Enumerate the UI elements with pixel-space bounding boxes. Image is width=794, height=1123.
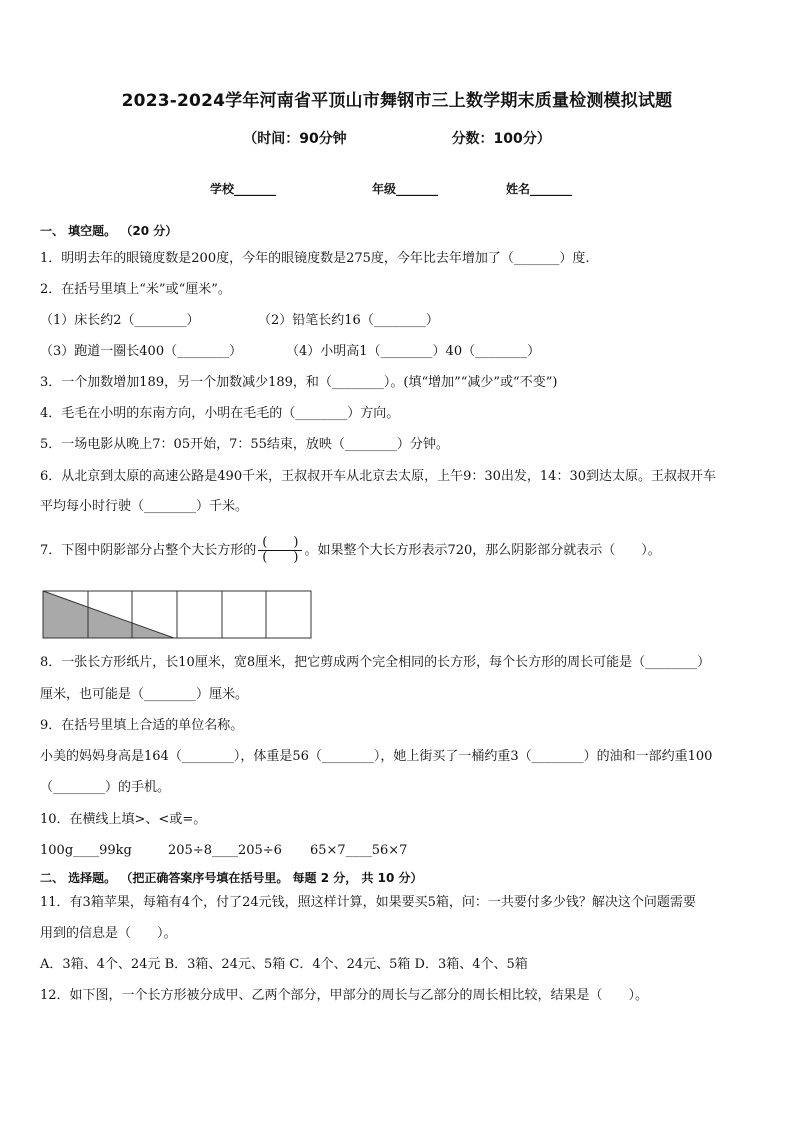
question-10: 10．在横线上填>、<或=。: [40, 812, 207, 827]
fraction-denominator: ( ): [262, 550, 299, 565]
question-10-b: 205÷8____205÷6: [168, 843, 282, 858]
question-3: 3．一个加数增加189，另一个加数减少189，和（________）。(填“增加”“减少”或“不变”): [40, 375, 558, 390]
question-6: 6．从北京到太原的高速公路是490千米，王叔叔开车从北京去太原，上午9：30出发，14：30到达太原。王叔叔开车: [40, 469, 716, 484]
question-7-end: 。如果整个大长方形表示720，那么阴影部分就表示（ ）。: [304, 543, 661, 558]
exam-time: （时间：90分钟: [243, 131, 347, 147]
grade-field: 年级_______: [372, 182, 439, 196]
question-7: [40, 536, 661, 565]
question-11-cont: 用到的信息是（ ）。: [40, 926, 177, 941]
question-8-cont: 厘米，也可能是（________）厘米。: [40, 687, 249, 702]
question-12: 12．如下图，一个长方形被分成甲、乙两个部分，甲部分的周长与乙部分的周长相比较，结果是（ ）。: [40, 988, 649, 1003]
section-heading-fill: 一、 填空题。 （20 分）: [40, 224, 178, 238]
question-9-body: 小美的妈妈身高是164（________），体重是56（________），她上街买了一桶约重3（________）的油和一部约重100: [40, 749, 713, 764]
fraction-numerator: ( ): [258, 536, 302, 551]
question-7-start: 7．下图中阴影部分占整个大长方形的: [40, 543, 257, 558]
question-1: 1．明明去年的眼镜度数是200度，今年的眼镜度数是275度，今年比去年增加了（_______）度.: [40, 251, 590, 266]
page-title: 2023-2024学年河南省平顶山市舞钢市三上数学期末质量检测模拟试题: [121, 91, 673, 111]
question-2-part-1: （1）床长约2（________）: [40, 313, 200, 328]
question-11: 11．有3箱苹果，每箱有4个，付了24元钱，照这样计算，如果要买5箱，问：一共要付多少钱？解决这个问题需要: [40, 895, 696, 910]
rectangle-diagram: [42, 590, 314, 640]
question-2-part-3: （3）跑道一圈长400（________）: [40, 344, 243, 359]
question-6-cont: 平均每小时行驶（________）千米。: [40, 499, 249, 514]
exam-score: 分数：100分）: [451, 131, 551, 147]
question-9-cont: （________）的手机。: [40, 780, 171, 795]
question-2-part-2: （2）铅笔长约16（________）: [258, 313, 439, 328]
question-2-part-4: （4）小明高1（________）40（________）: [286, 344, 541, 359]
question-8: 8．一张长方形纸片，长10厘米，宽8厘米，把它剪成两个完全相同的长方形，每个长方形的周长可能是（________）: [40, 655, 711, 670]
question-5: 5．一场电影从晚上7：05开始，7：55结束，放映（________）分钟。: [40, 437, 449, 452]
question-10-c: 65×7____56×7: [310, 843, 408, 858]
question-11-options: A．3箱、4个、24元 B．3箱、24元、5箱 C．4个、24元、5箱 D．3箱、4个、5箱: [40, 957, 528, 972]
question-10-a: 100g____99kg: [40, 843, 132, 858]
question-4: 4．毛毛在小明的东南方向，小明在毛毛的（________）方向。: [40, 406, 400, 421]
fraction-blank: [258, 536, 302, 565]
section-heading-choice: 二、 选择题。 （把正确答案序号填在括号里。 每题 2 分， 共 10 分）: [40, 871, 423, 885]
question-2: 2．在括号里填上“米”或“厘米”。: [40, 282, 231, 297]
school-field: 学校_______: [210, 182, 277, 196]
name-field: 姓名_______: [506, 182, 573, 196]
exam-subtitle: [0, 128, 794, 148]
question-9: 9．在括号里填上合适的单位名称。: [40, 718, 244, 733]
